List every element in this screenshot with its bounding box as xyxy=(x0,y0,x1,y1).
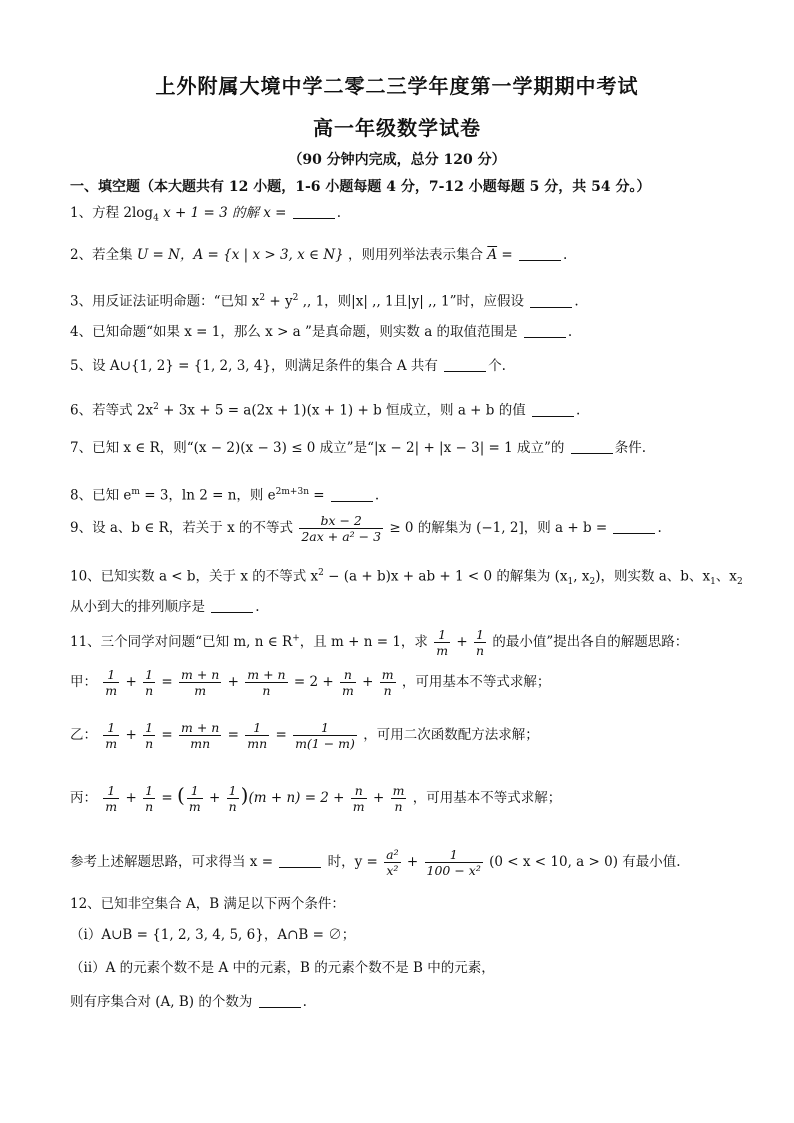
answer-blank[interactable] xyxy=(530,293,572,308)
question-2: 2、若全集 U = N，A = {x | x > 3, x ∈ N} ，则用列举法表示集合 $\overline{A}$ = . xyxy=(70,247,568,263)
section-heading: 一、填空题（本大题共有 12 小题，1-6 小题每题 4 分，7-12 小题每题 5 分，共 54 分。） xyxy=(70,179,651,195)
question-3: 3、用反证法证明命题：“已知 $x^2 + y^2$ ,, 1，则|x| ,, 1且|y| ,, 1”时，应假设 . xyxy=(70,293,579,310)
answer-blank[interactable] xyxy=(613,519,655,534)
question-10-line2: 从小到大的排列顺序是 . xyxy=(70,599,260,615)
school-title: 上外附属大境中学二零二三学年度第一学期期中考试 xyxy=(155,74,639,98)
question-12-condition-ii: （ii）A 的元素个数不是 A 中的元素，B 的元素个数不是 B 中的元素， xyxy=(70,960,495,976)
answer-blank[interactable] xyxy=(279,853,321,868)
answer-blank[interactable] xyxy=(519,246,561,261)
question-12-ask: 则有序集合对 (A, B) 的个数为 . xyxy=(70,994,307,1010)
question-4: 4、已知命题“如果 x = 1，那么 x > a ”是真命题，则实数 a 的取值范围是 . xyxy=(70,324,573,340)
question-11-yi: 乙： $\frac{1}{m}$ + $\frac{1}{n}$ = $\frac{m + n}{mn}$ = $\frac{1}{mn}$ = $\frac{1}{m(1 - m)}$ ，可用二次函数配方法求解； xyxy=(70,720,539,751)
question-11-reference: 参考上述解题思路，可求得当 x = 时，y = $\frac{\text{a²}}{\text{x²}}$ + $\frac{1}{\text{100 − x²}}$ (0 < x < 10, a > 0) 有最小值. xyxy=(70,847,681,878)
question-11-bing: 丙： $\frac{1}{m}$ + $\frac{1}{n}$ = ( $\frac{1}{m}$ + $\frac{1}{n}$ )(m + n) = 2 + $\frac{n}{m}$ + $\frac{m}{n}$ ，可用基本不等式求解； xyxy=(70,783,562,814)
answer-blank[interactable] xyxy=(532,402,574,417)
question-5: 5、设 A∪{1, 2} = {1, 2, 3, 4}，则满足条件的集合 A 共有 个. xyxy=(70,358,506,374)
answer-blank[interactable] xyxy=(259,993,301,1008)
answer-blank[interactable] xyxy=(331,487,373,502)
answer-blank[interactable] xyxy=(444,357,486,372)
question-12-condition-i: （i）A∪B = {1, 2, 3, 4, 5, 6}，A∩B = ∅； xyxy=(70,927,356,943)
fraction: $\frac{bx - 2}{\text{2ax + a² − 3}}$ xyxy=(301,513,382,544)
answer-blank[interactable] xyxy=(571,439,613,454)
exam-title: 高一年级数学试卷 xyxy=(313,116,481,140)
answer-blank[interactable] xyxy=(524,323,566,338)
question-9: 9、设 a、b ∈ R，若关于 x 的不等式 $\frac{bx - 2}{\text{2ax + a² − 3}}$ ≥ 0 的解集为 (−1, 2]，则 a + b = . xyxy=(70,513,662,544)
question-12: 12、已知非空集合 A，B 满足以下两个条件： xyxy=(70,896,345,912)
question-7: 7、已知 x ∈ R，则“(x − 2)(x − 3) ≤ 0 成立”是“|x − 2| + |x − 3| = 1 成立”的 条件. xyxy=(70,440,647,456)
question-11: 11、三个同学对问题“已知 m, n ∈ R+，且 m + n = 1，求 $\frac{1}{m}$ + $\frac{1}{n}$ 的最小值”提出各自的解题思路： xyxy=(70,627,689,658)
question-8: 8、已知 $e^m = 3$，ln 2 = n，则 $e^{2m+3n}$ = . xyxy=(70,487,380,504)
answer-blank[interactable] xyxy=(211,598,253,613)
question-1: 1、方程 $2\log_4$ x + 1 = 3 的解 x = . xyxy=(70,205,342,224)
exam-note: （90 分钟内完成，总分 120 分） xyxy=(288,152,506,168)
question-10: 10、已知实数 a < b，关于 x 的不等式 $x^2 - (a + b)x$ + ab + 1 < 0 的解集为 ($x_1$, $x_2$)，则实数 a、b、$x_1$、$x_2$ xyxy=(70,568,743,588)
answer-blank[interactable] xyxy=(293,204,335,219)
question-6: 6、若等式 $2x^2 + 3x + 5 = a(2x + 1)(x + 1) + b$ 恒成立，则 a + b 的值 . xyxy=(70,402,581,419)
question-11-jia: 甲： $\frac{1}{m}$ + $\frac{1}{n}$ = $\frac{m + n}{m}$ + $\frac{m + n}{n}$ = 2 + $\frac{n}{m}$ + $\frac{m}{n}$ ，可用基本不等式求解； xyxy=(70,667,551,698)
